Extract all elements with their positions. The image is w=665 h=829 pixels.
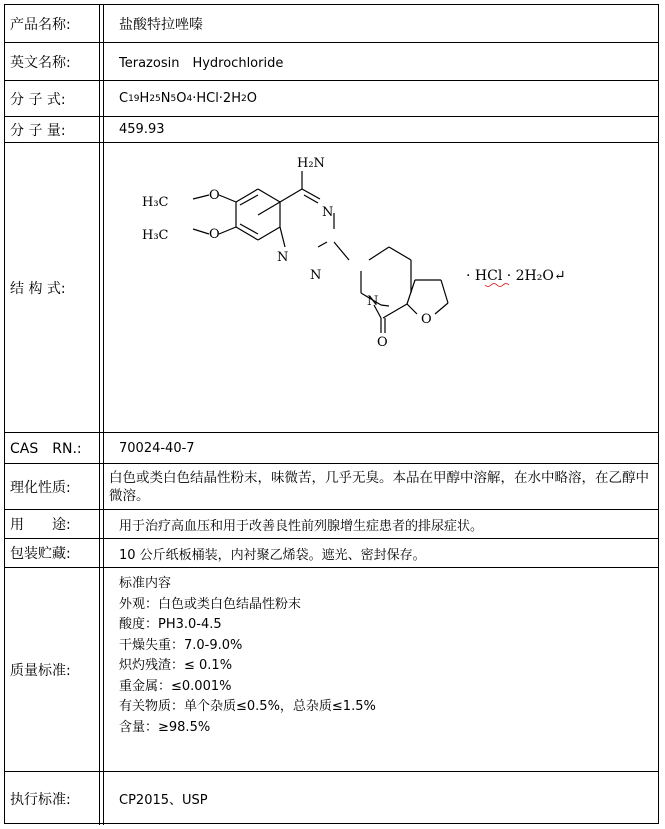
product-spec-table <box>4 4 659 824</box>
label-quality: 质量标准: <box>5 568 100 771</box>
value-molecular-weight: 459.93 <box>119 122 165 137</box>
atom-n3: N <box>310 268 322 283</box>
row-structure <box>5 143 658 433</box>
row-properties <box>5 464 658 510</box>
row-exec-standard <box>5 772 658 825</box>
label-formula: 分 子 式: <box>5 81 100 116</box>
row-usage <box>5 510 658 539</box>
row-molecular-weight <box>5 117 658 143</box>
value-product-name: 盐酸特拉唑嗪 <box>119 16 203 33</box>
value-english-name: Terazosin Hydrochloride <box>119 56 284 71</box>
quality-line: 有关物质：单个杂质≤0.5%，总杂质≤1.5% <box>119 699 376 714</box>
structure-diagram <box>109 143 658 432</box>
terazosin-structure-svg <box>109 143 660 433</box>
label-packaging: 包装贮藏: <box>5 539 100 567</box>
row-quality <box>5 568 658 772</box>
value-properties: 白色或类白色结晶性粉末，味微苦，几乎无臭。本品在甲醇中溶解，在水中略溶，在乙醇中微溶。 <box>109 469 649 504</box>
label-usage: 用 途: <box>5 510 100 538</box>
value-formula: C 19 H 25 N 5 O 4 ·HCl·2H 2 O <box>119 91 257 106</box>
value-packaging: 10 公斤纸板桶装，内衬聚乙烯袋。遮光、密封保存。 <box>119 547 426 563</box>
label-molecular-weight: 分 子 量: <box>5 117 100 142</box>
atom-nh2: H₂N <box>297 156 325 171</box>
label-exec-standard: 执行标准: <box>5 772 100 825</box>
value-exec-standard: CP2015、USP <box>119 793 208 808</box>
row-packaging <box>5 539 658 568</box>
row-english-name <box>5 43 658 81</box>
row-cas <box>5 433 658 464</box>
quality-line: 含量：≥98.5% <box>119 719 211 735</box>
quality-line: 炽灼残渣：≤ 0.1% <box>119 658 233 673</box>
label-properties: 理化性质: <box>5 464 100 509</box>
atom-o2: O <box>209 227 220 242</box>
row-product-name <box>5 5 658 43</box>
label-cas: CAS RN.: <box>5 433 100 463</box>
atom-o-ring: O <box>421 312 432 327</box>
quality-line: 外观：白色或类白色结晶性粉末 <box>119 596 302 612</box>
label-english-name: 英文名称: <box>5 43 100 80</box>
salt-label: · HCl · 2H₂O↵ <box>466 268 566 284</box>
methyl-2: H₃C <box>142 228 169 243</box>
quality-line: 干燥失重：7.0-9.0% <box>119 637 243 653</box>
label-product-name: 产品名称: <box>5 5 100 42</box>
atom-n2: N <box>277 250 289 265</box>
row-formula <box>5 81 658 117</box>
value-usage: 用于治疗高血压和用于改善良性前列腺增生症患者的排尿症状。 <box>119 518 484 534</box>
quality-line: 标准内容 <box>119 576 172 591</box>
atom-o1: O <box>209 188 220 203</box>
atom-o-carbonyl: O <box>377 335 388 350</box>
quality-line: 重金属：≤0.001% <box>119 678 232 694</box>
value-quality <box>109 568 652 771</box>
label-structure: 结 构 式: <box>5 143 100 432</box>
value-cas: 70024-40-7 <box>119 440 195 456</box>
methyl-1: H₃C <box>142 195 169 210</box>
quality-line: 酸度：PH3.0-4.5 <box>119 617 222 632</box>
atom-n4: N <box>367 294 379 309</box>
atom-n1: N <box>322 205 334 220</box>
